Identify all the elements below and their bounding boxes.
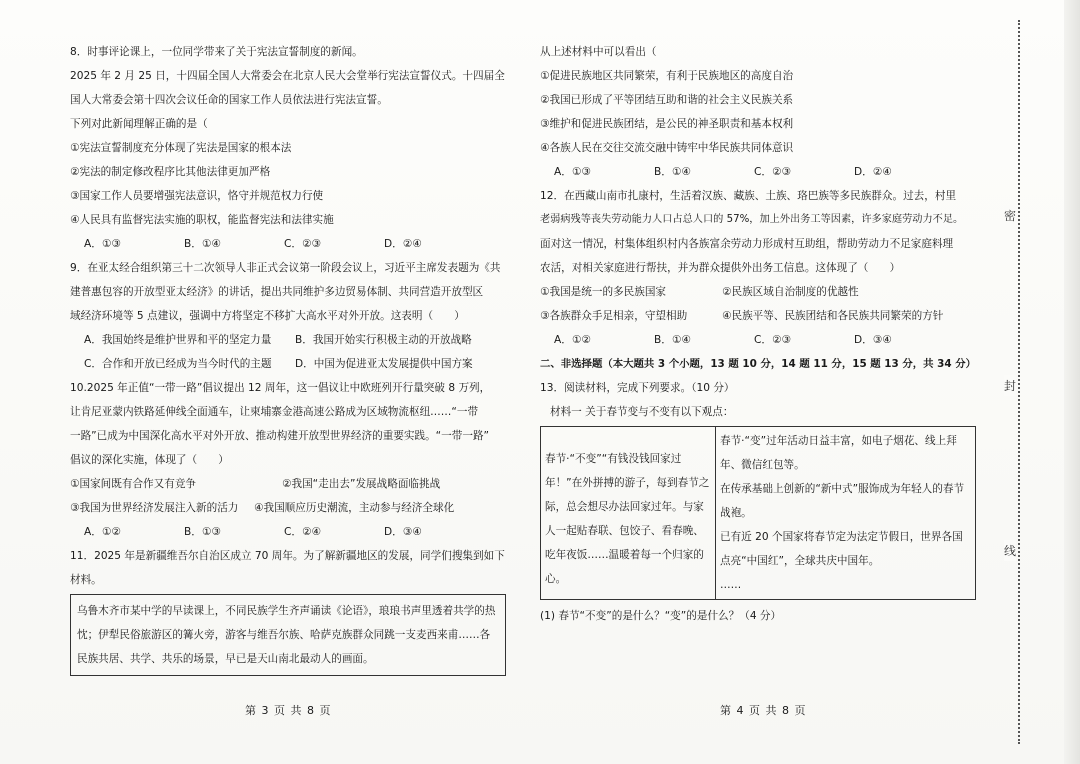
option-a: A．①② [84, 526, 121, 538]
q11-line: ②我国已形成了平等团结互助和谐的社会主义民族关系 [540, 94, 794, 106]
seal-char: 封 [1004, 375, 1016, 396]
question-11-continued [540, 40, 976, 184]
q11-material-box [70, 594, 506, 676]
option-b: B．①④ [184, 238, 221, 250]
option-a: A．①③ [554, 166, 591, 178]
q11-line: 材料。 [70, 574, 102, 586]
option-b: B．①④ [654, 166, 691, 178]
option-a: A．我国始终是维护世界和平的坚定力量 [84, 334, 272, 346]
statement-1: ①我国是统一的多民族国家 [540, 286, 667, 298]
q8-line: 下列对此新闻理解正确的是（ [70, 118, 208, 130]
q8-line: ③国家工作人员要增强宪法意识，恪守并规范权力行使 [70, 190, 324, 202]
page-number-left: 第 3 页 共 8 页 [245, 704, 332, 717]
question-8 [70, 40, 506, 256]
q9-line: 9．在亚太经合组织第三十二次领导人非正式会议第一阶段会议上，习近平主席发表题为《共 [70, 262, 501, 274]
option-c: C．②④ [284, 526, 321, 538]
q13-sub1: (1) 春节“不变”的是什么？“变”的是什么？（4 分） [540, 610, 782, 622]
changed-item: 已有近 20 个国家将春节定为法定节假日，世界各国点亮“中国红”，全球共庆中国年。 [720, 531, 963, 567]
q10-line: 让肯尼亚蒙内铁路延伸线全面通车，让柬埔寨金港高速公路成为区域物流枢纽……“一带 [70, 406, 479, 418]
q8-options [70, 232, 506, 256]
section-heading: 二、非选择题（本大题共 3 个小题，13 题 10 分，14 题 11 分，15 题 13 分，共 34 分） [540, 358, 976, 370]
q11-line: 从上述材料中可以看出（ [540, 46, 657, 58]
q10-line: 一路”已成为中国深化高水平对外开放、推动构建开放型世界经济的重要实践。“一带一路” [70, 430, 490, 442]
option-d: D．中国为促进亚太发展提供中国方案 [295, 358, 473, 370]
q11-line: ③维护和促进民族团结，是公民的神圣职责和基本权利 [540, 118, 794, 130]
right-column [540, 40, 976, 628]
option-c: C．②③ [284, 238, 321, 250]
q12-statements [540, 280, 976, 304]
changed-item: 在传承基础上创新的“新中式”服饰成为年轻人的春节战袍。 [720, 483, 965, 519]
option-c: C．合作和开放已经成为当今时代的主题 [84, 358, 272, 370]
q9-line: 域经济环境等 5 点建议，强调中方将坚定不移扩大高水平对外开放。这表明（ ） [70, 310, 465, 322]
q13-title: 13．阅读材料，完成下列要求。（10 分） [540, 382, 735, 394]
option-b: B．①④ [654, 334, 691, 346]
q12-options [540, 328, 976, 352]
option-c: C．②③ [754, 334, 791, 346]
q9-options [70, 328, 506, 352]
question-12 [540, 184, 976, 352]
option-b: B．①③ [184, 526, 221, 538]
q8-line: 8．时事评论课上，一位同学带来了关于宪法宣誓制度的新闻。 [70, 46, 363, 58]
q12-line: 老弱病残等丧失劳动能力人口占总人口的 57%，加上外出务工等因素，许多家庭劳动力不足。 [540, 214, 964, 225]
seal-char: 密 [1004, 205, 1016, 226]
q8-line: ①宪法宣誓制度充分体现了宪法是国家的根本法 [70, 142, 292, 154]
statement-1: ①国家间既有合作又有竞争 [70, 478, 197, 490]
option-d: D．②④ [384, 238, 422, 250]
q9-options [70, 352, 506, 376]
q8-line: ②宪法的制定修改程序比其他法律更加严格 [70, 166, 271, 178]
seal-char: 线 [1004, 540, 1016, 561]
q8-line: ④人民具有监督宪法实施的职权，能监督宪法和法律实施 [70, 214, 334, 226]
statement-4: ④民族平等、民族团结和各民族共同繁荣的方针 [722, 310, 944, 322]
question-13 [540, 376, 976, 628]
q13-material-intro: 材料一 关于春节变与不变有以下观点： [550, 406, 734, 418]
q11-material: 乌鲁木齐市某中学的早读课上，不同民族学生齐声诵读《论语》，琅琅书声里透着共学的热忱；伊犁民俗旅游区的篝火旁，游客与维吾尔族、哈萨克族群众同跳一支麦西来甫……各民族共居、共学、共乐的场景，早已是天山南北最动人的画面。 [77, 605, 496, 665]
q10-line: 倡议的深化实施，体现了（ ） [70, 454, 229, 466]
table-cell-unchanged: 春节·“不变”“有钱没钱回家过年！”在外拼搏的游子，每到春节之际，总会想尽办法回家过年。与家人一起贴春联、包饺子、看春晚、吃年夜饭……温暖着每一个归家的心。 [541, 427, 716, 599]
q12-statements [540, 304, 976, 328]
table-cell-changed [716, 427, 975, 599]
q12-line: 12．在西藏山南市扎康村，生活着汉族、藏族、土族、珞巴族等多民族群众。过去，村里 [540, 190, 957, 202]
q11-options [540, 160, 976, 184]
q8-line: 2025 年 2 月 25 日，十四届全国人大常委会在北京人民大会堂举行宪法宣誓仪式。十四届全 [70, 70, 505, 82]
option-a: A．①② [554, 334, 591, 346]
option-a: A．①③ [84, 238, 121, 250]
option-c: C．②③ [754, 166, 791, 178]
q10-options [70, 520, 506, 544]
q9-line: 建普惠包容的开放型亚太经济》的讲话，提出共同维护多边贸易体制、共同营造开放型区 [70, 286, 484, 298]
q13-material-table [540, 426, 976, 600]
q11-line: ④各族人民在交往交流交融中铸牢中华民族共同体意识 [540, 142, 794, 154]
q11-line: 11．2025 年是新疆维吾尔自治区成立 70 周年。为了解新疆地区的发展，同学们搜集到如下 [70, 550, 505, 562]
statement-3: ③我国为世界经济发展注入新的活力 [70, 502, 239, 514]
page-number-right: 第 4 页 共 8 页 [720, 704, 807, 717]
q10-statements [70, 472, 506, 496]
q10-line: 10.2025 年正值“一带一路”倡议提出 12 周年，这一倡议让中欧班列开行量突破 8 万列， [70, 382, 491, 394]
statement-2: ②民族区域自治制度的优越性 [722, 286, 859, 298]
q12-line: 农活，对相关家庭进行帮扶，并为群众提供外出务工信息。这体现了（ ） [540, 262, 901, 274]
q12-line: 面对这一情况，村集体组织村内各族富余劳动力形成村互助组，帮助劳动力不足家庭料理 [540, 238, 954, 250]
statement-2: ②我国“走出去”发展战略面临挑战 [282, 478, 441, 490]
question-10 [70, 376, 506, 544]
option-b: B．我国开始实行积极主动的开放战略 [295, 334, 472, 346]
statement-3: ③各族群众手足相亲，守望相助 [540, 310, 688, 322]
statement-4: ④我国顺应历史潮流，主动参与经济全球化 [254, 502, 455, 514]
q10-statements [70, 496, 506, 520]
page-edge-shadow [1064, 0, 1080, 764]
seal-dotted-line [1018, 20, 1020, 744]
option-d: D．③④ [384, 526, 422, 538]
changed-item: …… [720, 579, 742, 591]
question-11 [70, 544, 506, 676]
left-column [70, 40, 506, 676]
option-d: D．③④ [854, 334, 892, 346]
q11-line: ①促进民族地区共同繁荣，有利于民族地区的高度自治 [540, 70, 794, 82]
option-d: D．②④ [854, 166, 892, 178]
q8-line: 国人大常委会第十四次会议任命的国家工作人员依法进行宪法宣誓。 [70, 94, 388, 106]
changed-item: 春节·“变”过年活动日益丰富，如电子烟花、线上拜年、微信红包等。 [720, 435, 957, 471]
question-9 [70, 256, 506, 376]
